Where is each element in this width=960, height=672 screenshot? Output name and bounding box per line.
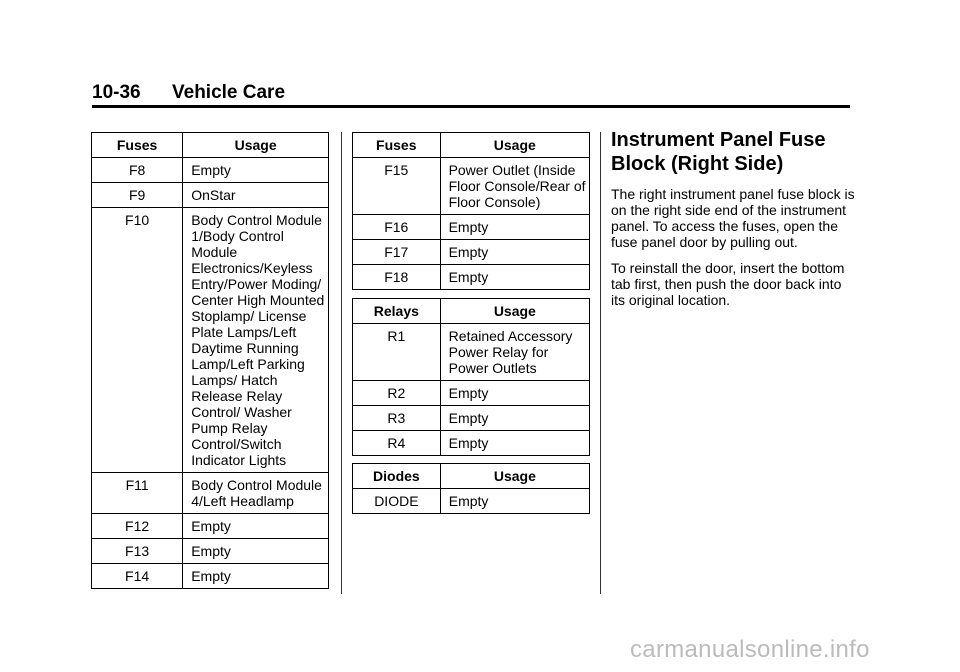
fuse-id: F14 [92, 564, 183, 589]
fuse-usage: Empty [440, 265, 589, 290]
column-header: Usage [440, 299, 589, 324]
fuse-id: F15 [353, 158, 441, 215]
diode-table [352, 463, 590, 514]
column-header: Usage [440, 464, 589, 489]
fuse-usage: Body Control Module 1/Body Control Module Electronics/Keyless Entry/Power Moding/ Center High Mounted Stoplamp/ License Plate Lamps/Left Daytime Running Lamp/Left Parking Lamps/ Hatch Release Relay Control/ Washer Pump Relay Control/Switch Indicator Lights [183, 208, 329, 473]
column-divider-2 [600, 132, 601, 594]
relay-id: R2 [353, 381, 441, 406]
relay-usage: Empty [440, 431, 589, 456]
fuse-usage: Empty [183, 539, 329, 564]
fuse-usage: Body Control Module 4/Left Headlamp [183, 473, 329, 514]
section-heading-line1: Instrument Panel Fuse [611, 129, 826, 151]
fuse-id: F11 [92, 473, 183, 514]
fuse-usage: Power Outlet (Inside Floor Console/Rear of Floor Console) [440, 158, 589, 215]
column-header: Diodes [353, 464, 441, 489]
column-divider-1 [341, 132, 342, 594]
section-right-column [611, 128, 856, 308]
fuse-table-left [91, 132, 329, 589]
table-header-row [353, 299, 590, 324]
fuse-id: F16 [353, 215, 441, 240]
page-number: 10-36 [92, 82, 141, 103]
fuse-id: F10 [92, 208, 183, 473]
relay-table [352, 298, 590, 456]
table-row [92, 539, 329, 564]
diode-usage: Empty [440, 489, 589, 514]
table-header-row [353, 133, 590, 158]
page-header [92, 80, 850, 106]
fuse-id: F13 [92, 539, 183, 564]
column-header: Usage [440, 133, 589, 158]
section-title: Vehicle Care [172, 82, 286, 103]
table-row [353, 381, 590, 406]
fuse-usage: OnStar [183, 183, 329, 208]
table-row [92, 158, 329, 183]
fuse-id: F9 [92, 183, 183, 208]
column-header: Relays [353, 299, 441, 324]
relay-id: R4 [353, 431, 441, 456]
table-row [92, 564, 329, 589]
fuse-usage: Empty [440, 240, 589, 265]
table-row [353, 324, 590, 381]
column-header: Fuses [353, 133, 441, 158]
table-row [353, 265, 590, 290]
fuse-id: F8 [92, 158, 183, 183]
section-paragraph-2: To reinstall the door, insert the bottom tab first, then push the door back into its original location. [611, 260, 845, 308]
fuse-id: F17 [353, 240, 441, 265]
fuse-id: F18 [353, 265, 441, 290]
section-heading-line2: Block (Right Side) [611, 153, 784, 175]
table-row [92, 473, 329, 514]
watermark-text: carmanualsonline.info [630, 636, 870, 663]
relay-usage: Empty [440, 381, 589, 406]
table-row [353, 489, 590, 514]
relay-usage: Empty [440, 406, 589, 431]
table-row [92, 208, 329, 473]
table-row [353, 158, 590, 215]
header-rule [92, 105, 850, 108]
table-row [92, 514, 329, 539]
fuse-usage: Empty [183, 158, 329, 183]
section-paragraph-1: The right instrument panel fuse block is on the right side end of the instrument panel. To access the fuses, open the fuse panel door by pulling out. [611, 186, 855, 250]
column-header: Fuses [92, 133, 183, 158]
table-header-row [353, 464, 590, 489]
fuse-id: F12 [92, 514, 183, 539]
table-row [353, 406, 590, 431]
fuse-usage: Empty [183, 514, 329, 539]
column-header: Usage [183, 133, 329, 158]
relay-id: R3 [353, 406, 441, 431]
fuse-table-middle [352, 132, 590, 290]
table-header-row [92, 133, 329, 158]
table-row [353, 240, 590, 265]
fuse-usage: Empty [440, 215, 589, 240]
section-heading [611, 128, 856, 176]
relay-usage: Retained Accessory Power Relay for Power Outlets [440, 324, 589, 381]
table-row [353, 431, 590, 456]
fuse-usage: Empty [183, 564, 329, 589]
relay-id: R1 [353, 324, 441, 381]
table-row [92, 183, 329, 208]
table-row [353, 215, 590, 240]
diode-id: DIODE [353, 489, 441, 514]
